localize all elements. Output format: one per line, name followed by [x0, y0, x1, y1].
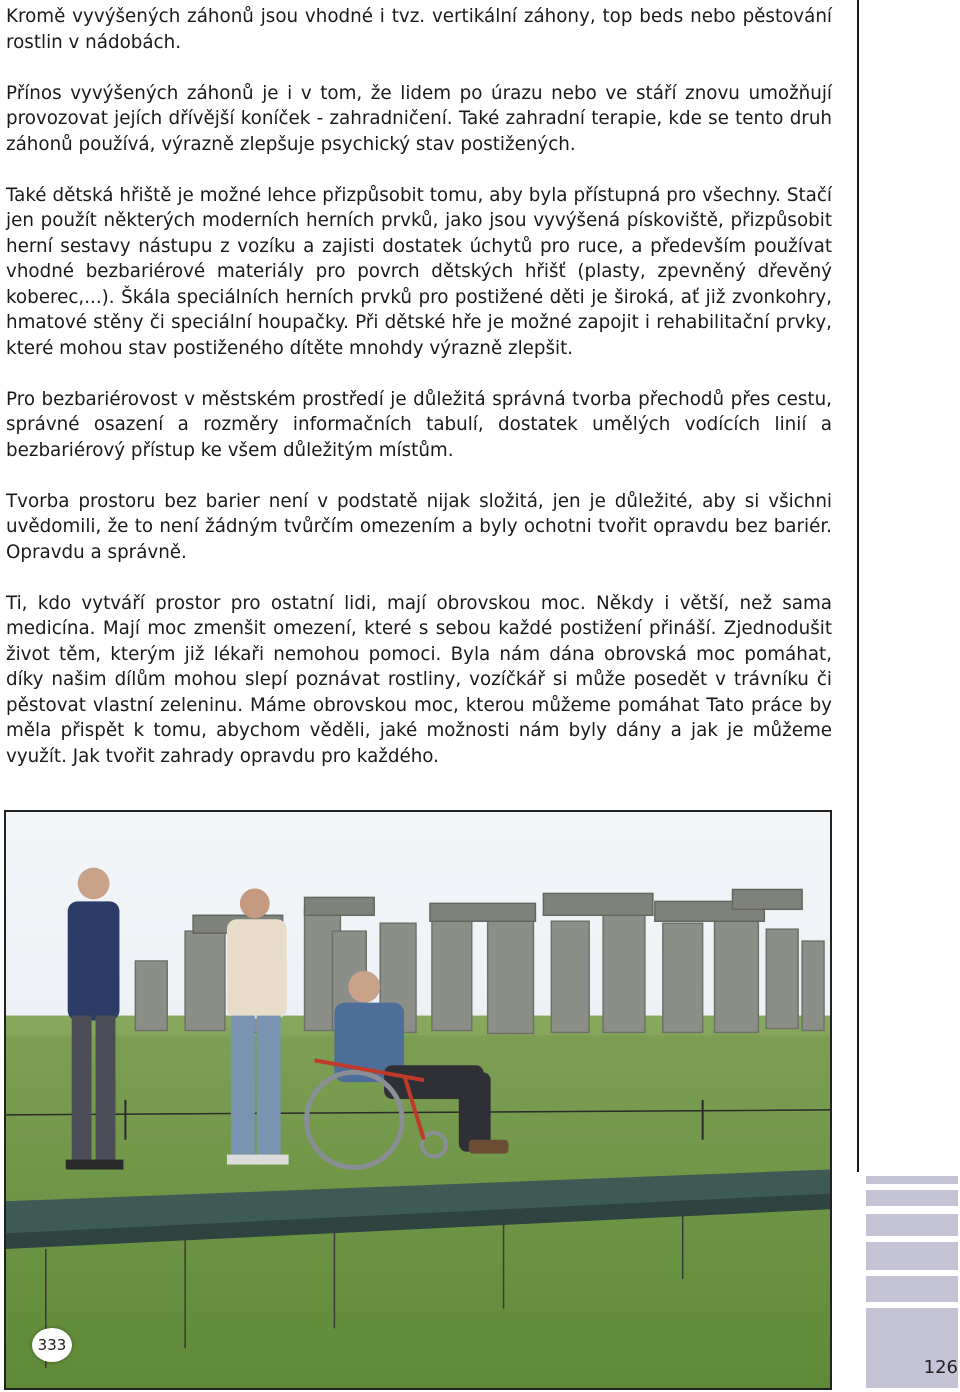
decorative-bar [866, 1214, 958, 1236]
paragraph: Tvorba prostoru bez barier není v podstatě nijak složitá, jen je důležité, aby si všichni uvědomili, že to není žádným tvůrčím omezením a byly ochotni tvořit opravdu bez bariér. Opravdu a správně. [6, 490, 832, 563]
decorative-bar [866, 1276, 958, 1302]
paragraph: Kromě vyvýšených záhonů jsou vhodné i tvz. vertikální záhony, top beds nebo pěstování rostlin v nádobách. [6, 6, 832, 53]
decorative-bar [866, 1176, 958, 1184]
vertical-divider [857, 0, 859, 1172]
paragraph: Přínos vyvýšených záhonů je i v tom, že lidem po úrazu nebo ve stáří znovu umožňují provozovat jejích dřívější koníček - zahradničení. Také zahradní terapie, kde se tento druh záhonů používá, výrazně zlepšuje psychický stav postižených. [6, 82, 832, 155]
photo-illustration [6, 812, 830, 1388]
body-text [6, 4, 832, 795]
page-number: 126 [923, 1357, 958, 1378]
stonehenge-photo [4, 810, 832, 1390]
page-badge: 333 [32, 1328, 72, 1362]
paragraph: Také dětská hřiště je možné lehce přizpůsobit tomu, aby byla přístupná pro všechny. Stačí jen použít některých moderních herních prvků, jako jsou vyvýšená pískoviště, přizpůsobit herní sestavy nástupu z vozíku a zajisti dostatek úchytů pro ruce, a především používat vhodné bezbariérové materiály pro povrch dětských hřišť (plasty, zpevněný dřevěný koberec,...). Škála speciálních herních prvků pro postižené děti je široká, ať již zvonkohry, hmatové stěny či speciální houpačky. Při dětské hře je možné zapojit i rehabilitační prvky, které mohou stav postiženého dítěte mnohdy výrazně zlepšit. [6, 184, 832, 359]
decorative-bar [866, 1190, 958, 1206]
paragraph: Ti, kdo vytváří prostor pro ostatní lidi, mají obrovskou moc. Někdy i větší, než sama medicína. Mají moc zmenšit omezení, které s sebou každé postižení přináší. Zjednodušit život těm, kterým již lékaři nemohou pomoci. Byla nám dána obrovská moc pomáhat, díky našim dílům mohou slepí poznávat rostliny, vozíčkář si může posedět v trávníku či pěstovat vlastní zeleninu. Máme obrovskou moc, kterou můžeme pomáhat Tato práce by měla přispět k tomu, abychom věděli, jaké možnosti nám byly dány a jak je můžeme využít. Jak tvořit zahrady opravdu pro každého. [6, 592, 832, 767]
decorative-bar [866, 1242, 958, 1270]
paragraph: Pro bezbariérovost v městském prostředí je důležitá správná tvorba přechodů přes cestu, správné osazení a rozměry informačních tabulí, dostatek umělých vodících linií a bezbariérový přístup ke všem důležitým místům. [6, 388, 832, 461]
